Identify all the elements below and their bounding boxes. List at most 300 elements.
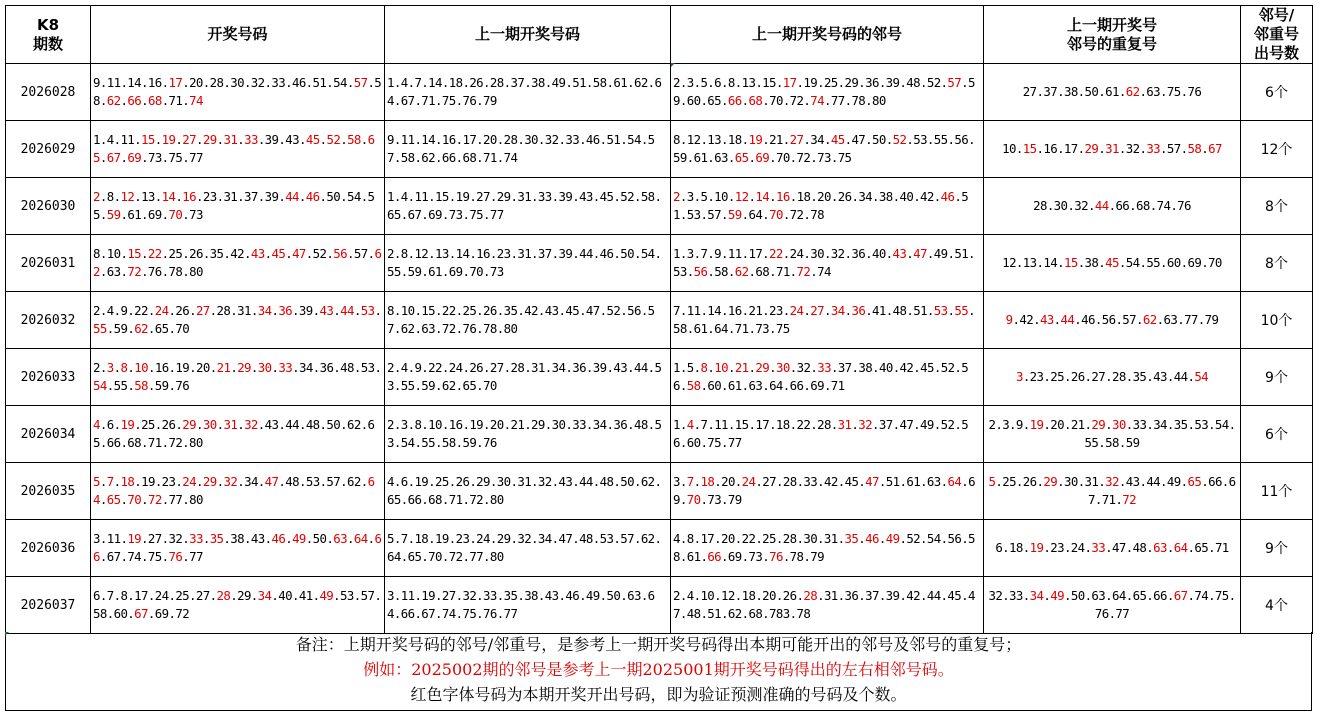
count-cell[interactable]: 8个: [1241, 235, 1313, 292]
number-text: .66.67.71.: [1087, 474, 1236, 507]
draw-cell[interactable]: [91, 406, 385, 463]
number-text: .: [120, 150, 128, 165]
number-text: .69.73.: [721, 549, 770, 564]
hit-number: 27: [810, 303, 824, 318]
number-text: .59.: [106, 321, 135, 336]
table-row: [6, 292, 1313, 349]
number-text: .27.32.: [141, 531, 190, 546]
number-text: .: [1201, 141, 1209, 156]
number-text: .73.75.77: [141, 150, 203, 165]
number-text: .: [947, 303, 955, 318]
number-text: .64.: [741, 207, 770, 222]
prev-draw-cell[interactable]: [385, 64, 671, 121]
period-cell[interactable]: 2026031: [6, 235, 91, 292]
hit-number: 29: [755, 360, 770, 375]
number-text: .: [1166, 540, 1174, 555]
number-text: .16.17.: [1036, 141, 1085, 156]
hit-number: 16: [775, 189, 790, 204]
period-cell[interactable]: 2026030: [6, 178, 91, 235]
prev-draw-cell[interactable]: [385, 406, 671, 463]
number-text: .: [141, 492, 148, 507]
period-cell[interactable]: 2026037: [6, 577, 91, 634]
header-count-line2: 邻重号: [1253, 25, 1299, 43]
number-text: 2.4.9.22.: [93, 303, 155, 318]
hit-number: 33: [189, 531, 203, 546]
number-text: .68.71.: [748, 264, 797, 279]
neighbors-cell[interactable]: [671, 577, 984, 634]
neighbors-cell[interactable]: [671, 292, 984, 349]
number-text: .71.: [161, 93, 190, 108]
repeat-cell[interactable]: [984, 178, 1241, 235]
number-text: .37.47.49.52.56.60.75.77: [673, 417, 969, 450]
hit-number: 15: [1063, 255, 1078, 270]
number-text: .: [271, 303, 279, 318]
hit-number: 7: [686, 474, 694, 489]
neighbors-cell[interactable]: [671, 520, 984, 577]
period-cell[interactable]: 2026028: [6, 64, 91, 121]
number-text: 8.12.13.18.: [673, 132, 749, 147]
number-text: .42.: [1012, 312, 1040, 327]
number-text: .60.61.63.64.66.69.71: [700, 378, 845, 393]
number-text: .30.31.: [1057, 474, 1106, 489]
count-cell[interactable]: 6个: [1241, 64, 1313, 121]
number-text: .: [196, 474, 203, 489]
hit-number: 45: [305, 132, 320, 147]
prev-draw-cell[interactable]: [385, 235, 671, 292]
number-text: .70.72.73.75: [769, 150, 852, 165]
count-cell[interactable]: 4个: [1241, 577, 1313, 634]
hit-number: 74: [189, 93, 203, 108]
number-text: 1.5.: [673, 360, 701, 375]
count-cell[interactable]: 8个: [1241, 178, 1313, 235]
number-text: .3.5.10.: [679, 189, 735, 204]
hit-number: 8: [700, 360, 708, 375]
number-text: .37.38.40.42.45.52.56.: [673, 360, 969, 393]
count-cell[interactable]: 9个: [1241, 349, 1313, 406]
number-text: .32.: [789, 360, 818, 375]
number-text: .: [216, 132, 224, 147]
hit-number: 10: [134, 360, 148, 375]
number-text: .: [769, 189, 776, 204]
count-cell[interactable]: 6个: [1241, 406, 1313, 463]
number-text: .: [230, 360, 238, 375]
period-cell[interactable]: 2026033: [6, 349, 91, 406]
number-text: .: [127, 360, 135, 375]
number-text: .: [154, 132, 162, 147]
hit-number: 8: [120, 360, 128, 375]
prev-draw-cell[interactable]: [385, 463, 671, 520]
repeat-cell[interactable]: [984, 406, 1241, 463]
hit-number: 18: [700, 474, 715, 489]
number-text: .23.24.: [1043, 540, 1092, 555]
hit-number: 68: [147, 93, 162, 108]
number-text: .39.: [292, 303, 320, 318]
hit-number: 57: [947, 75, 962, 90]
number-text: .20.21.: [1043, 417, 1092, 432]
hit-number: 18: [120, 474, 135, 489]
hit-number: 52: [326, 132, 341, 147]
hit-number: 28: [803, 588, 818, 603]
cell-comment-marker: [5, 632, 9, 636]
number-text: .29.: [230, 588, 258, 603]
number-text: .: [216, 417, 224, 432]
hit-number: 29: [237, 360, 251, 375]
number-text: .20.28.30.32.33.46.51.54.: [182, 75, 354, 90]
hit-number: 36: [851, 303, 866, 318]
number-text: .77.80: [161, 492, 203, 507]
period-cell[interactable]: 2026032: [6, 292, 91, 349]
table-row: [6, 349, 1313, 406]
number-text: .46.56.57.: [1074, 312, 1143, 327]
hit-number: 70: [686, 492, 701, 507]
number-text: 28.30.32.: [1033, 198, 1095, 213]
prev-draw-cell[interactable]: [385, 292, 671, 349]
repeat-cell[interactable]: [984, 349, 1241, 406]
table-row: [6, 235, 1313, 292]
hit-number: 53: [933, 303, 948, 318]
period-cell[interactable]: 2026034: [6, 406, 91, 463]
number-text: .63.75.76: [1139, 84, 1202, 99]
number-text: .55.: [106, 378, 135, 393]
number-text: .: [113, 474, 121, 489]
header-prev-draw[interactable]: 上一期开奖号码: [385, 6, 671, 64]
number-text: 6.7.8.17.24.25.27.: [93, 588, 217, 603]
hit-number: 33: [1146, 141, 1161, 156]
hit-number: 14: [161, 189, 176, 204]
number-text: .52.: [305, 246, 334, 261]
prev-draw-cell[interactable]: [385, 349, 671, 406]
hit-number: 67: [1173, 588, 1188, 603]
hit-number: 65: [1187, 474, 1202, 489]
hit-number: 66: [127, 93, 142, 108]
number-text: .: [851, 417, 859, 432]
repeat-cell[interactable]: [984, 121, 1241, 178]
number-text: .73.79: [700, 492, 742, 507]
number-text: .: [1043, 588, 1051, 603]
hit-number: 62: [93, 246, 382, 279]
neighbors-cell[interactable]: [671, 178, 984, 235]
number-text: .65.70: [147, 321, 190, 336]
draw-cell[interactable]: [91, 577, 385, 634]
number-text: 1.4.11.15.19.27.29.31.33.39.43.45.52.58.65.67.69.73.75.77: [387, 189, 662, 222]
hit-number: 44: [1060, 312, 1075, 327]
notes-line3: 红色字体号码为本期开奖开出号码，即为验证预测准确的号码及个数。: [410, 685, 907, 704]
number-text: .48.53.57.62.: [278, 474, 368, 489]
number-text: .38.43.: [223, 531, 272, 546]
number-text: .: [99, 492, 107, 507]
neighbors-cell[interactable]: [671, 121, 984, 178]
hit-number: 27: [789, 132, 804, 147]
repeat-cell[interactable]: [984, 577, 1241, 634]
table-row: [6, 577, 1313, 634]
notes-panel[interactable]: [5, 632, 1312, 711]
header-prev-neighbors[interactable]: 上一期开奖号码的邻号: [671, 6, 984, 64]
hit-number: 64: [93, 474, 375, 507]
table-row: [6, 64, 1313, 121]
hit-number: 12: [734, 189, 749, 204]
draw-cell[interactable]: [91, 520, 385, 577]
hit-number: 57: [353, 75, 368, 90]
number-text: .24.30.32.36.40.: [782, 246, 893, 261]
neighbors-cell[interactable]: [671, 235, 984, 292]
header-count[interactable]: [1241, 6, 1313, 64]
number-text: .57.: [346, 246, 375, 261]
hit-number: 76: [168, 549, 183, 564]
hit-number: 69: [127, 150, 142, 165]
hit-number: 24: [789, 303, 804, 318]
number-text: 2.3.8.10.16.19.20.21.29.30.33.34.36.48.53.54.55.58.59.76: [387, 417, 662, 450]
number-text: .16.19.20.: [147, 360, 217, 375]
period-cell[interactable]: 2026029: [6, 121, 91, 178]
hit-number: 65: [106, 492, 121, 507]
repeat-cell[interactable]: [984, 520, 1241, 577]
hit-number: 47: [865, 474, 879, 489]
number-text: .43.44.49.: [1118, 474, 1188, 489]
hit-number: 72: [147, 492, 162, 507]
number-text: .61.69.: [120, 207, 169, 222]
period-cell[interactable]: 2026036: [6, 520, 91, 577]
neighbors-cell[interactable]: [671, 64, 984, 121]
neighbors-cell[interactable]: [671, 463, 984, 520]
hit-number: 29: [202, 474, 217, 489]
number-text: .59.60.65.: [673, 75, 975, 108]
hit-number: 55: [93, 321, 107, 336]
draw-cell[interactable]: [91, 178, 385, 235]
repeat-cell[interactable]: [984, 463, 1241, 520]
hit-number: 28: [216, 588, 231, 603]
number-text: .: [195, 417, 203, 432]
hit-number: 17: [782, 75, 797, 90]
hit-number: 33: [1091, 540, 1106, 555]
hit-number: 43: [1039, 312, 1054, 327]
number-text: 3.: [673, 474, 687, 489]
hit-number: 30: [202, 417, 217, 432]
number-text: 3.11.: [93, 531, 128, 546]
hit-number: 45: [830, 132, 845, 147]
hit-number: 74: [810, 93, 824, 108]
number-text: .69.72: [147, 606, 190, 621]
number-text: 4.6.19.25.26.29.30.31.32.43.44.48.50.62.65.66.68.71.72.80: [387, 474, 662, 507]
repeat-cell[interactable]: [984, 64, 1241, 121]
period-cell[interactable]: 2026035: [6, 463, 91, 520]
number-text: .50.54.55.: [93, 189, 375, 222]
number-text: .: [748, 189, 756, 204]
number-text: 6.18.: [995, 540, 1030, 555]
draw-cell[interactable]: [91, 463, 385, 520]
hit-number: 29: [1084, 141, 1099, 156]
hit-number: 30: [776, 360, 790, 375]
prev-draw-cell[interactable]: [385, 121, 671, 178]
number-text: .76.78.80: [141, 264, 203, 279]
number-text: .13.: [134, 189, 162, 204]
hit-number: 2: [673, 189, 680, 204]
hit-number: 59: [727, 207, 742, 222]
hit-number: 29: [1091, 417, 1106, 432]
hit-number: 33: [244, 132, 258, 147]
hit-number: 56: [333, 246, 347, 261]
draw-cell[interactable]: [91, 64, 385, 121]
number-text: 1.3.7.9.11.17.: [673, 246, 770, 261]
hit-number: 47: [292, 246, 306, 261]
draw-cell[interactable]: [91, 292, 385, 349]
draw-cell[interactable]: [91, 349, 385, 406]
neighbors-cell[interactable]: [671, 349, 984, 406]
number-text: .26.: [168, 303, 196, 318]
repeat-cell[interactable]: [984, 292, 1241, 349]
hit-number: 22: [147, 246, 162, 261]
number-text: .19.23.: [134, 474, 183, 489]
header-repeat[interactable]: [984, 6, 1241, 64]
repeat-cell[interactable]: [984, 235, 1241, 292]
draw-cell[interactable]: [91, 235, 385, 292]
hit-number: 46: [940, 189, 955, 204]
number-text: 4.8.17.20.22.25.28.30.31.: [673, 531, 845, 546]
number-text: .: [99, 150, 107, 165]
hit-number: 64: [947, 474, 962, 489]
hit-number: 35: [844, 531, 859, 546]
hit-number: 33: [817, 360, 831, 375]
hit-number: 29: [182, 417, 196, 432]
hit-number: 34: [830, 303, 845, 318]
number-text: .: [264, 246, 272, 261]
hit-number: 70: [769, 207, 783, 222]
hit-number: 58: [347, 132, 361, 147]
number-text: .: [823, 303, 831, 318]
number-text: 2.4.9.22.24.26.27.28.31.34.36.39.43.44.53.55.59.62.65.70: [387, 360, 662, 393]
number-text: 27.37.38.50.61.: [1022, 84, 1126, 99]
number-text: .59.76: [147, 378, 190, 393]
hit-number: 31: [223, 417, 238, 432]
hit-number: 62: [1125, 84, 1140, 99]
draw-cell[interactable]: [91, 121, 385, 178]
number-text: .65.71: [1187, 540, 1229, 555]
k8-table: [5, 5, 1313, 634]
hit-number: 58: [686, 378, 701, 393]
hit-number: 31: [1105, 141, 1119, 156]
hit-number: 31: [223, 132, 238, 147]
hit-number: 44: [1094, 198, 1109, 213]
number-text: .73: [182, 207, 203, 222]
hit-number: 63: [333, 531, 347, 546]
number-text: .: [878, 531, 886, 546]
hit-number: 32: [244, 417, 258, 432]
number-text: 3.11.19.27.32.33.35.38.43.46.49.50.63.64.66.67.74.75.76.77: [387, 588, 655, 621]
prev-draw-cell[interactable]: [385, 577, 671, 634]
number-text: .20.: [714, 474, 742, 489]
number-text: .69.: [673, 474, 975, 507]
prev-draw-cell[interactable]: [385, 520, 671, 577]
number-text: .43.44.48.50.62.65.66.68.71.72.80: [93, 417, 375, 450]
hit-number: 49: [885, 531, 900, 546]
hit-number: 46: [865, 531, 879, 546]
hit-number: 56: [693, 264, 708, 279]
number-text: .57.: [1160, 141, 1188, 156]
number-text: .47.50.: [844, 132, 893, 147]
count-cell[interactable]: 11个: [1241, 463, 1313, 520]
number-text: .34.: [803, 132, 831, 147]
hit-number: 64: [1173, 540, 1188, 555]
number-text: .: [906, 246, 914, 261]
number-text: .38.: [1077, 255, 1106, 270]
hit-number: 19: [1029, 417, 1044, 432]
neighbors-cell[interactable]: [671, 406, 984, 463]
hit-number: 24: [741, 474, 756, 489]
hit-number: 55: [954, 303, 969, 318]
header-period-line1: K8: [36, 15, 60, 34]
number-text: 5.7.18.19.23.24.29.32.34.47.48.53.57.62.64.65.70.72.77.80: [387, 531, 662, 564]
hit-number: 15: [141, 132, 155, 147]
number-text: .25.26.: [995, 474, 1044, 489]
number-text: .58.61.64.71.73.75: [673, 303, 976, 336]
hit-number: 30: [257, 360, 272, 375]
hit-number: 16: [182, 189, 196, 204]
hit-number: 67: [134, 606, 148, 621]
hit-number: 53: [360, 303, 375, 318]
number-text: .67.74.75.: [99, 549, 169, 564]
count-cell[interactable]: 9个: [1241, 520, 1313, 577]
header-draw[interactable]: 开奖号码: [91, 6, 385, 64]
hit-number: 15: [127, 246, 142, 261]
hit-number: 58: [134, 378, 148, 393]
number-text: .34.36.48.53.: [292, 360, 382, 375]
hit-number: 72: [127, 264, 142, 279]
number-text: .6.: [99, 417, 121, 432]
header-period-line2: 期数: [32, 34, 63, 53]
hit-number: 43: [892, 246, 907, 261]
count-cell[interactable]: 10个: [1241, 292, 1313, 349]
hit-number: 45: [271, 246, 286, 261]
number-text: 8.10.: [93, 246, 128, 261]
number-text: 2.3.9.: [988, 417, 1030, 432]
hit-number: 3: [1015, 369, 1023, 384]
header-period[interactable]: [6, 6, 91, 64]
count-cell[interactable]: 12个: [1241, 121, 1313, 178]
number-text: .19.25.29.36.39.48.52.: [796, 75, 948, 90]
number-text: .: [707, 360, 715, 375]
prev-draw-cell[interactable]: [385, 178, 671, 235]
number-text: .: [319, 132, 327, 147]
number-text: .: [693, 474, 701, 489]
hit-number: 62: [1142, 312, 1157, 327]
hit-number: 69: [755, 150, 770, 165]
number-text: .53.55.56.59.61.63.: [673, 132, 975, 165]
hit-number: 19: [161, 132, 176, 147]
hit-number: 58: [1187, 141, 1202, 156]
hit-number: 4: [93, 417, 100, 432]
number-text: 2.8.12.13.14.16.23.31.37.39.44.46.50.54.55.59.61.69.70.73: [387, 246, 662, 279]
header-repeat-line2: 邻号的重复号: [1066, 34, 1157, 53]
number-text: 2.4.10.12.18.20.26.: [673, 588, 804, 603]
number-text: .: [858, 531, 866, 546]
hit-number: 19: [120, 417, 135, 432]
number-text: .7.11.15.17.18.22.28.: [693, 417, 838, 432]
number-text: .66.68.74.76: [1108, 198, 1191, 213]
number-text: .: [175, 189, 183, 204]
notes-line2: 例如：2025002期的邻号是参考上一期2025001期开奖号码得出的左右相邻号码。: [363, 660, 954, 679]
number-text: .: [367, 531, 375, 546]
number-text: .: [727, 360, 735, 375]
hit-number: 49: [292, 531, 306, 546]
hit-number: 32: [223, 474, 238, 489]
number-text: .: [346, 531, 354, 546]
hit-number: 33: [278, 360, 293, 375]
number-text: 12.13.14.: [1002, 255, 1064, 270]
hit-number: 30: [1112, 417, 1126, 432]
number-text: .: [844, 303, 852, 318]
hit-number: 34: [257, 588, 272, 603]
number-text: .33.34.35.53.54.55.58.59: [1084, 417, 1236, 450]
number-text: .27.28.33.42.45.: [755, 474, 866, 489]
